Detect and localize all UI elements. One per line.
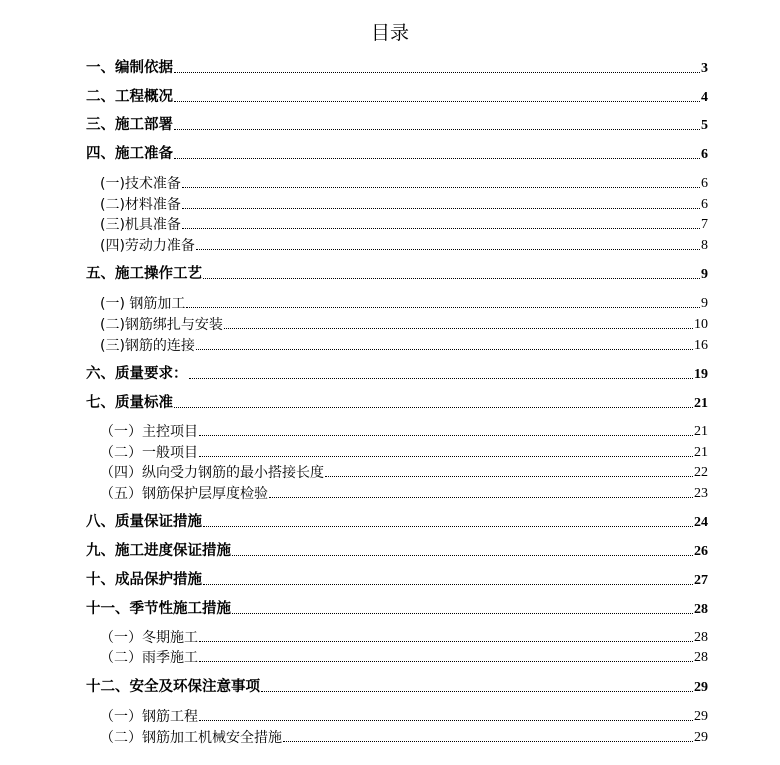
toc-entry-page: 28 bbox=[694, 630, 708, 645]
toc-entry-label: 七、质量标准 bbox=[86, 395, 173, 411]
toc-entry-page: 6 bbox=[701, 176, 708, 191]
toc-entry-page: 29 bbox=[694, 679, 708, 695]
dot-leader bbox=[232, 554, 693, 556]
dot-leader bbox=[283, 740, 693, 742]
toc-entry-label: 十、成品保护措施 bbox=[86, 572, 202, 588]
toc-entry-label: （二）钢筋加工机械安全措施 bbox=[100, 730, 282, 746]
toc-entry[interactable] bbox=[100, 318, 708, 332]
dot-leader bbox=[199, 434, 693, 436]
toc-entry[interactable] bbox=[86, 118, 708, 133]
toc-entry-label: (一)技术准备 bbox=[100, 176, 181, 192]
dot-leader bbox=[174, 100, 700, 102]
toc-entry-page: 22 bbox=[694, 465, 708, 480]
toc-entry-page: 9 bbox=[701, 266, 708, 282]
toc-entry-label: (四)劳动力准备 bbox=[100, 238, 195, 254]
dot-leader bbox=[261, 690, 693, 692]
toc-entry-page: 4 bbox=[701, 89, 708, 105]
toc-entry[interactable] bbox=[100, 710, 708, 724]
toc-entry[interactable] bbox=[100, 239, 708, 253]
toc-entry-label: （一）钢筋工程 bbox=[100, 709, 198, 725]
toc-entry-page: 27 bbox=[694, 572, 708, 588]
dot-leader bbox=[182, 207, 700, 209]
toc-entry[interactable] bbox=[86, 680, 708, 695]
toc-entry[interactable] bbox=[100, 631, 708, 645]
dot-leader bbox=[199, 660, 693, 662]
dot-leader bbox=[325, 475, 693, 477]
toc-entry-label: （二）雨季施工 bbox=[100, 650, 198, 666]
toc-entry[interactable] bbox=[86, 515, 708, 530]
toc-entry-page: 6 bbox=[701, 146, 708, 162]
toc-entry-page: 28 bbox=[694, 601, 708, 617]
toc-entry[interactable] bbox=[100, 297, 708, 311]
dot-leader bbox=[196, 248, 700, 250]
toc-entry[interactable] bbox=[86, 544, 708, 559]
toc-entry-label: （二）一般项目 bbox=[100, 445, 198, 461]
toc-entry[interactable] bbox=[100, 731, 708, 745]
toc-entry[interactable] bbox=[100, 651, 708, 665]
dot-leader bbox=[232, 612, 693, 614]
dot-leader bbox=[174, 71, 700, 73]
toc-entry[interactable] bbox=[100, 487, 708, 501]
toc-entry-page: 29 bbox=[694, 709, 708, 724]
toc-entry[interactable] bbox=[100, 198, 708, 212]
toc-entry-page: 28 bbox=[694, 650, 708, 665]
toc-entry-label: 六、质量要求： bbox=[86, 366, 188, 382]
toc-entry-page: 24 bbox=[694, 514, 708, 530]
toc-entry-page: 23 bbox=[694, 486, 708, 501]
toc-entry[interactable] bbox=[100, 466, 708, 480]
toc-entry-label: （五）钢筋保护层厚度检验 bbox=[100, 486, 268, 502]
dot-leader bbox=[174, 128, 700, 130]
toc-entry-page: 9 bbox=[701, 296, 708, 311]
toc-entry-label: 二、工程概况 bbox=[86, 89, 173, 105]
dot-leader bbox=[186, 306, 700, 308]
toc-entry-page: 16 bbox=[694, 338, 708, 353]
dot-leader bbox=[196, 348, 693, 350]
toc-entry[interactable] bbox=[100, 339, 708, 353]
toc-entry-label: 三、施工部署 bbox=[86, 117, 173, 133]
toc-entry[interactable] bbox=[86, 396, 708, 411]
dot-leader bbox=[199, 455, 693, 457]
dot-leader bbox=[199, 640, 693, 642]
dot-leader bbox=[182, 227, 700, 229]
dot-leader bbox=[182, 186, 700, 188]
dot-leader bbox=[224, 327, 693, 329]
toc-entry[interactable] bbox=[100, 218, 708, 232]
toc-entry-label: 十一、季节性施工措施 bbox=[86, 601, 231, 617]
toc-entry-label: (三)机具准备 bbox=[100, 217, 181, 233]
toc-entry-label: （四）纵向受力钢筋的最小搭接长度 bbox=[100, 465, 324, 481]
dot-leader bbox=[174, 157, 700, 159]
toc-entry-label: (二)材料准备 bbox=[100, 197, 181, 213]
toc-entry-label: （一）冬期施工 bbox=[100, 630, 198, 646]
toc-entry-page: 21 bbox=[694, 395, 708, 411]
toc-entry-page: 26 bbox=[694, 543, 708, 559]
toc-entry-page: 29 bbox=[694, 730, 708, 745]
toc-entry-label: 一、编制依据 bbox=[86, 60, 173, 76]
toc-entry-page: 3 bbox=[701, 60, 708, 76]
toc-entry[interactable] bbox=[100, 446, 708, 460]
toc-entry-label: (三)钢筋的连接 bbox=[100, 338, 195, 354]
toc-entry[interactable] bbox=[86, 367, 708, 382]
dot-leader bbox=[199, 719, 693, 721]
toc-entry-label: 十二、安全及环保注意事项 bbox=[86, 679, 260, 695]
toc-entry-label: 八、质量保证措施 bbox=[86, 514, 202, 530]
toc-entry-page: 21 bbox=[694, 445, 708, 460]
toc-entry[interactable] bbox=[86, 602, 708, 617]
toc-entry-label: （一）主控项目 bbox=[100, 424, 198, 440]
toc-entry-page: 6 bbox=[701, 197, 708, 212]
toc-entry-label: 九、施工进度保证措施 bbox=[86, 543, 231, 559]
toc-entry-page: 5 bbox=[701, 117, 708, 133]
toc-entry[interactable] bbox=[100, 425, 708, 439]
toc-entry-page: 10 bbox=[694, 317, 708, 332]
toc-entry-label: 五、施工操作工艺 bbox=[86, 266, 202, 282]
toc-entry[interactable] bbox=[100, 177, 708, 191]
toc-entry-label: (二)钢筋绑扎与安装 bbox=[100, 317, 223, 333]
toc-entry[interactable] bbox=[86, 61, 708, 76]
page-title: 目录 bbox=[370, 22, 409, 44]
toc-entry-page: 19 bbox=[694, 366, 708, 382]
toc-entry[interactable] bbox=[86, 147, 708, 162]
toc-entry-label: 四、施工准备 bbox=[86, 146, 173, 162]
toc-entry[interactable] bbox=[86, 267, 708, 282]
toc-entry[interactable] bbox=[86, 573, 708, 588]
dot-leader bbox=[203, 583, 693, 585]
toc-entry-page: 8 bbox=[701, 238, 708, 253]
dot-leader bbox=[174, 406, 693, 408]
toc-entry-page: 7 bbox=[701, 217, 708, 232]
dot-leader bbox=[189, 377, 694, 379]
dot-leader bbox=[203, 525, 693, 527]
toc-entry[interactable] bbox=[86, 90, 708, 105]
dot-leader bbox=[203, 277, 700, 279]
dot-leader bbox=[269, 496, 693, 498]
toc-entry-label: (一) 钢筋加工 bbox=[100, 296, 186, 312]
toc-entry-page: 21 bbox=[694, 424, 708, 439]
